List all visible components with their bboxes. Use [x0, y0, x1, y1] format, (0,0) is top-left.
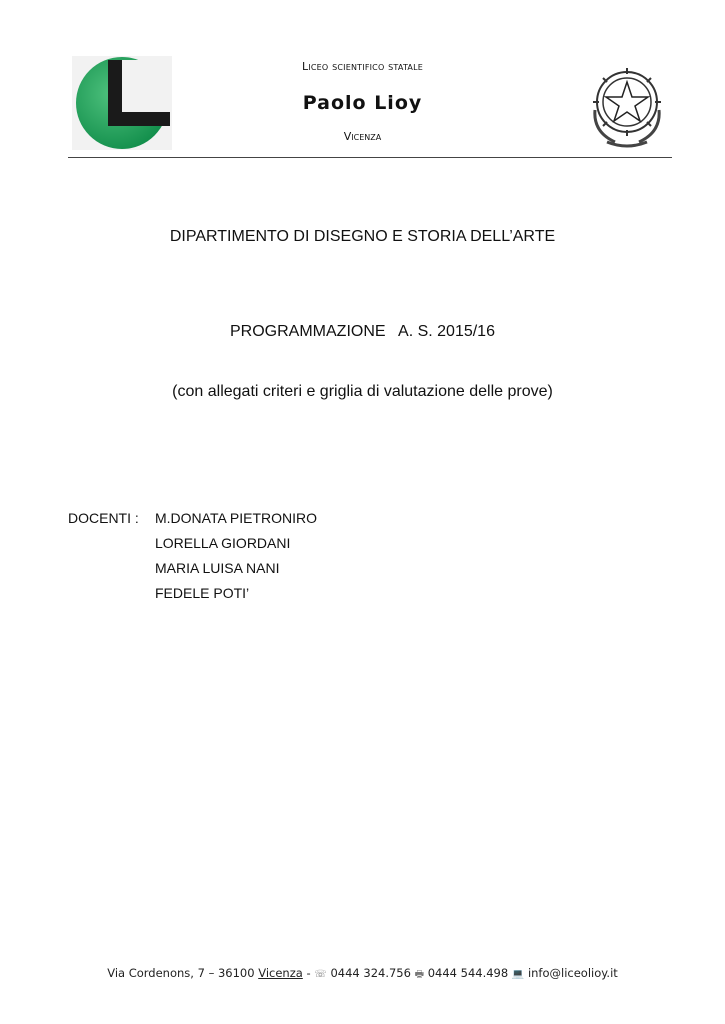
- school-logo-icon: [72, 56, 172, 150]
- footer-phone: 0444 324.756: [330, 966, 411, 980]
- italian-republic-emblem-icon: [585, 60, 669, 152]
- teacher-name: FEDELE POTI’: [155, 585, 250, 601]
- school-name: Paolo Lioy: [302, 92, 423, 114]
- school-city: Vicenza: [343, 130, 382, 143]
- school-kind: Liceo scientifico statale: [301, 60, 424, 73]
- footer-email[interactable]: info@liceolioy.it: [527, 966, 618, 980]
- fax-icon: 🖶: [414, 969, 425, 980]
- computer-icon: 💻: [511, 969, 525, 980]
- footer-fax: 0444 544.498: [427, 966, 509, 980]
- footer-contacts: [0, 966, 725, 984]
- phone-icon: ☏: [314, 969, 327, 980]
- teacher-name: LORELLA GIORDANI: [155, 535, 291, 551]
- footer-city-link[interactable]: Vicenza: [258, 966, 303, 980]
- department-title: DIPARTIMENTO DI DISEGNO E STORIA DELL’ARTE: [169, 228, 556, 245]
- teacher-name: M.DONATA PIETRONIRO: [155, 510, 318, 526]
- header-divider: [68, 157, 672, 158]
- teachers-label: DOCENTI :: [68, 510, 139, 526]
- program-title: PROGRAMMAZIONE A. S. 2015/16: [230, 323, 495, 340]
- teachers-list: [155, 510, 317, 610]
- footer-separator: -: [306, 966, 311, 980]
- teacher-name: MARIA LUISA NANI: [155, 560, 280, 576]
- program-subtitle: (con allegati criteri e griglia di valutazione delle prove): [172, 383, 553, 400]
- footer-address: Via Cordenons, 7 – 36100: [107, 966, 255, 980]
